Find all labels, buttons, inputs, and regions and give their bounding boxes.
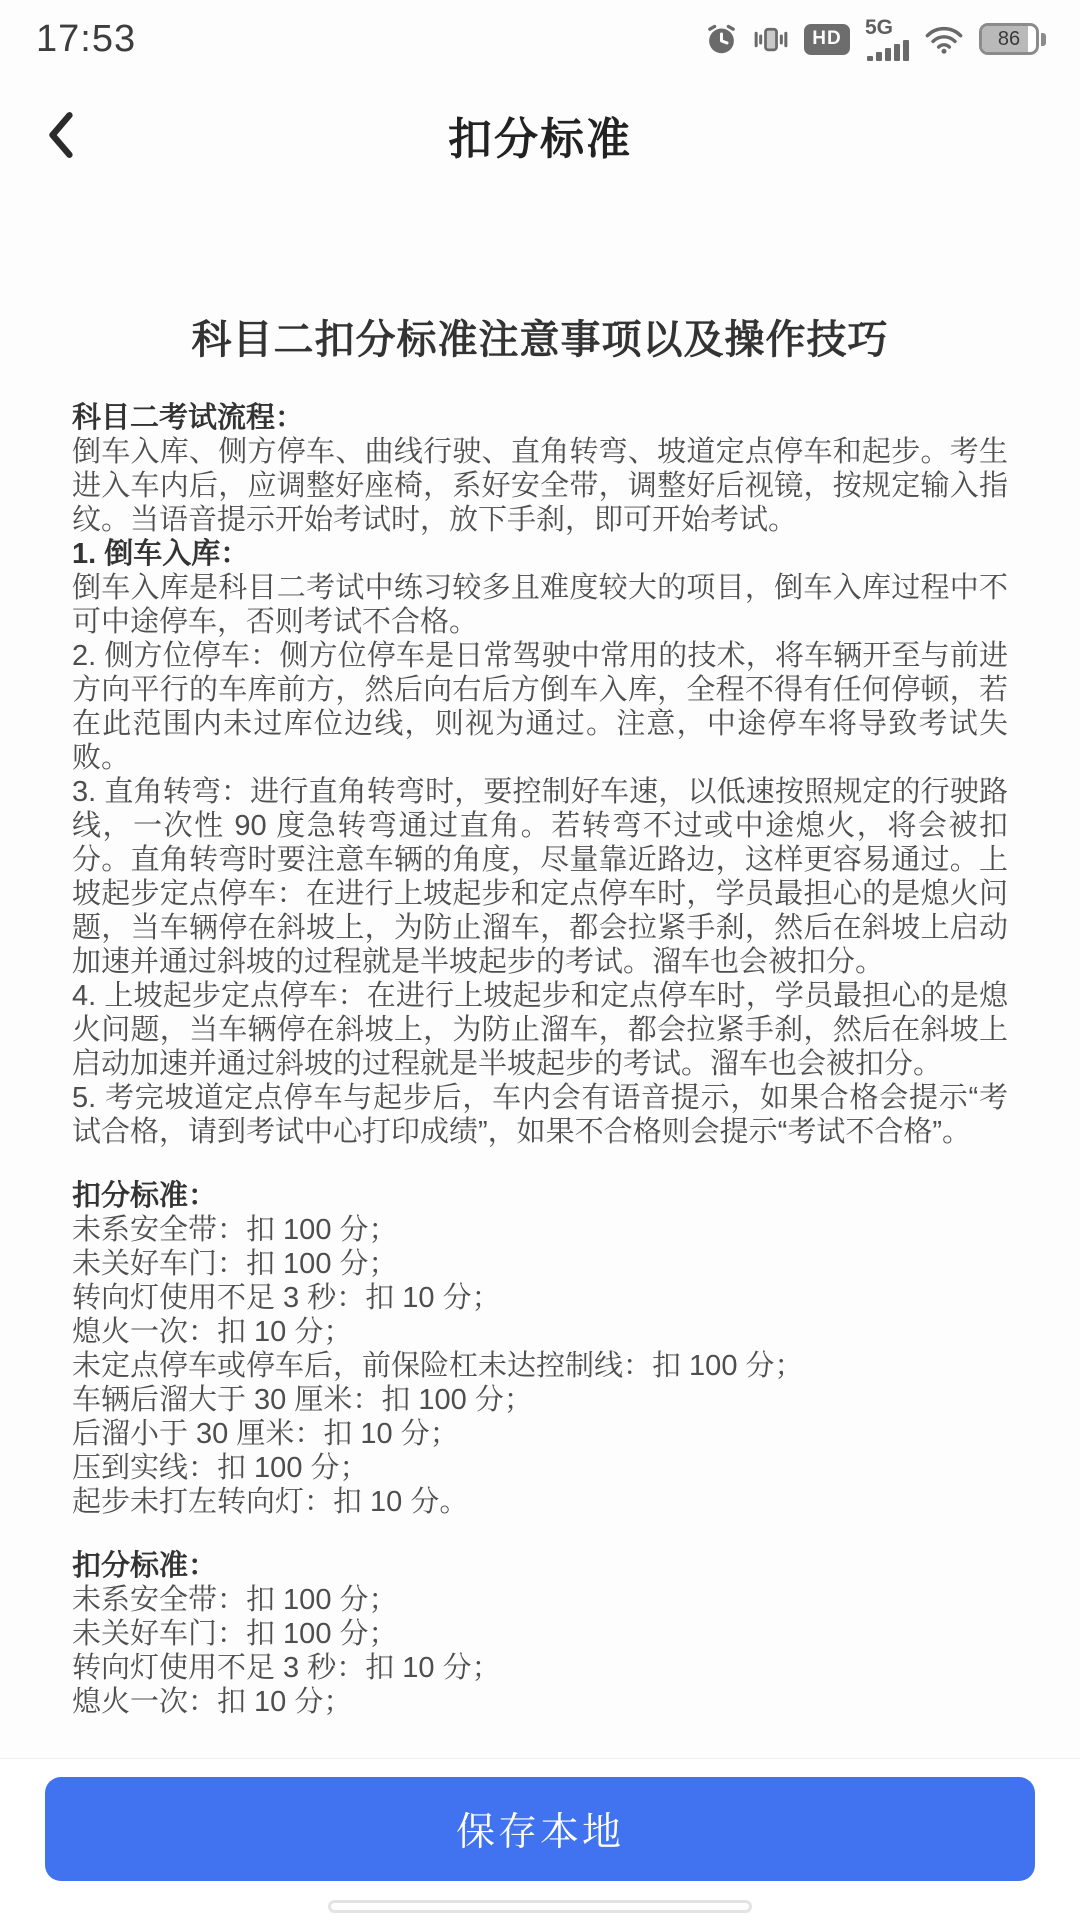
section-heading: 1. 倒车入库：: [72, 538, 250, 570]
page-title: 扣分标准: [448, 115, 632, 164]
status-icons: [705, 15, 1046, 61]
article-title: 科目二扣分标准注意事项以及操作技巧: [191, 318, 889, 362]
section-heading: 扣分标准：: [72, 1180, 218, 1212]
deduction-item: 未关好车门：扣 100 分；: [72, 1618, 398, 1650]
paragraph: 4. 上坡起步定点停车：在进行上坡起步和定点停车时，学员最担心的是熄火问题，当车辆停在斜坡上，为防止溜车，都会拉紧手刹，然后在斜坡上启动加速并通过斜坡的过程就是半坡起步的考试。溜车也会被扣分。: [72, 980, 1008, 1080]
clock-time: 17:53: [36, 17, 137, 60]
deduction-item: 未系安全带：扣 100 分；: [72, 1214, 398, 1246]
paragraph: 倒车入库是科目二考试中练习较多且难度较大的项目，倒车入库过程中不可中途停车，否则考试不合格。: [72, 572, 1008, 638]
deduction-item: 熄火一次：扣 10 分；: [72, 1686, 353, 1718]
deduction-item: 起步未打左转向灯：扣 10 分。: [72, 1486, 469, 1518]
deduction-item: 未系安全带：扣 100 分；: [72, 1584, 398, 1616]
deduction-item: 后溜小于 30 厘米：扣 10 分；: [72, 1418, 459, 1450]
chevron-left-icon: [44, 111, 78, 159]
network-type-label: 5G: [865, 15, 894, 39]
battery-percent: 86: [997, 27, 1021, 50]
deduction-item: 未定点停车或停车后，前保险杠未达控制线：扣 100 分；: [72, 1350, 804, 1382]
signal-bars-icon: [867, 40, 909, 61]
vibrate-icon: [753, 23, 789, 56]
alarm-icon: [705, 23, 738, 56]
paragraph: 2. 侧方位停车：侧方位停车是日常驾驶中常用的技术，将车辆开至与前进方向平行的车库前方，然后向右后方倒车入库，全程不得有任何停顿，若在此范围内未过库位边线，则视为通过。注意，中途停车将导致考试失败。: [72, 640, 1008, 774]
section-heading: 科目二考试流程：: [72, 402, 305, 434]
deduction-item: 车辆后溜大于 30 厘米：扣 100 分；: [72, 1384, 533, 1416]
status-bar: [0, 0, 1080, 62]
home-indicator[interactable]: [328, 1900, 752, 1913]
hd-badge: HD: [804, 24, 850, 55]
deduction-item: 熄火一次：扣 10 分；: [72, 1316, 353, 1348]
wifi-icon: [924, 23, 964, 55]
cellular-5g-icon: [865, 15, 909, 61]
deduction-item: 压到实线：扣 100 分；: [72, 1452, 369, 1484]
paragraph: 3. 直角转弯：进行直角转弯时，要控制好车速，以低速按照规定的行驶路线，一次性 90 度急转弯通过直角。若转弯不过或中途熄火，将会被扣分。直角转弯时要注意车辆的角度，尽量靠近路边，这样更容易通过。上坡起步定点停车：在进行上坡起步和定点停车时，学员最担心的是熄火问题，当车辆停在斜坡上，为防止溜车，都会拉紧手刹，然后在斜坡上启动加速并通过斜坡的过程就是半坡起步的考试。溜车也会被扣分。: [72, 776, 1008, 978]
save-local-button[interactable]: 保存本地: [45, 1777, 1035, 1881]
bottom-action-bar: [0, 1758, 1080, 1920]
deduction-item: 转向灯使用不足 3 秒：扣 10 分；: [72, 1282, 501, 1314]
paragraph: 倒车入库、侧方停车、曲线行驶、直角转弯、坡道定点停车和起步。考生进入车内后，应调整好座椅，系好安全带，调整好后视镜，按规定输入指纹。当语音提示开始考试时，放下手刹，即可开始考试。: [72, 436, 1008, 536]
section-heading: 扣分标准：: [72, 1550, 218, 1582]
nav-header: [0, 90, 1080, 180]
battery-icon: [979, 23, 1046, 55]
deduction-item: 转向灯使用不足 3 秒：扣 10 分；: [72, 1652, 501, 1684]
article-body: [72, 401, 1008, 1719]
paragraph: 5. 考完坡道定点停车与起步后，车内会有语音提示，如果合格会提示“考试合格，请到考试中心打印成绩”，如果不合格则会提示“考试不合格”。: [72, 1082, 1008, 1148]
back-button[interactable]: [44, 107, 88, 163]
deduction-item: 未关好车门：扣 100 分；: [72, 1248, 398, 1280]
